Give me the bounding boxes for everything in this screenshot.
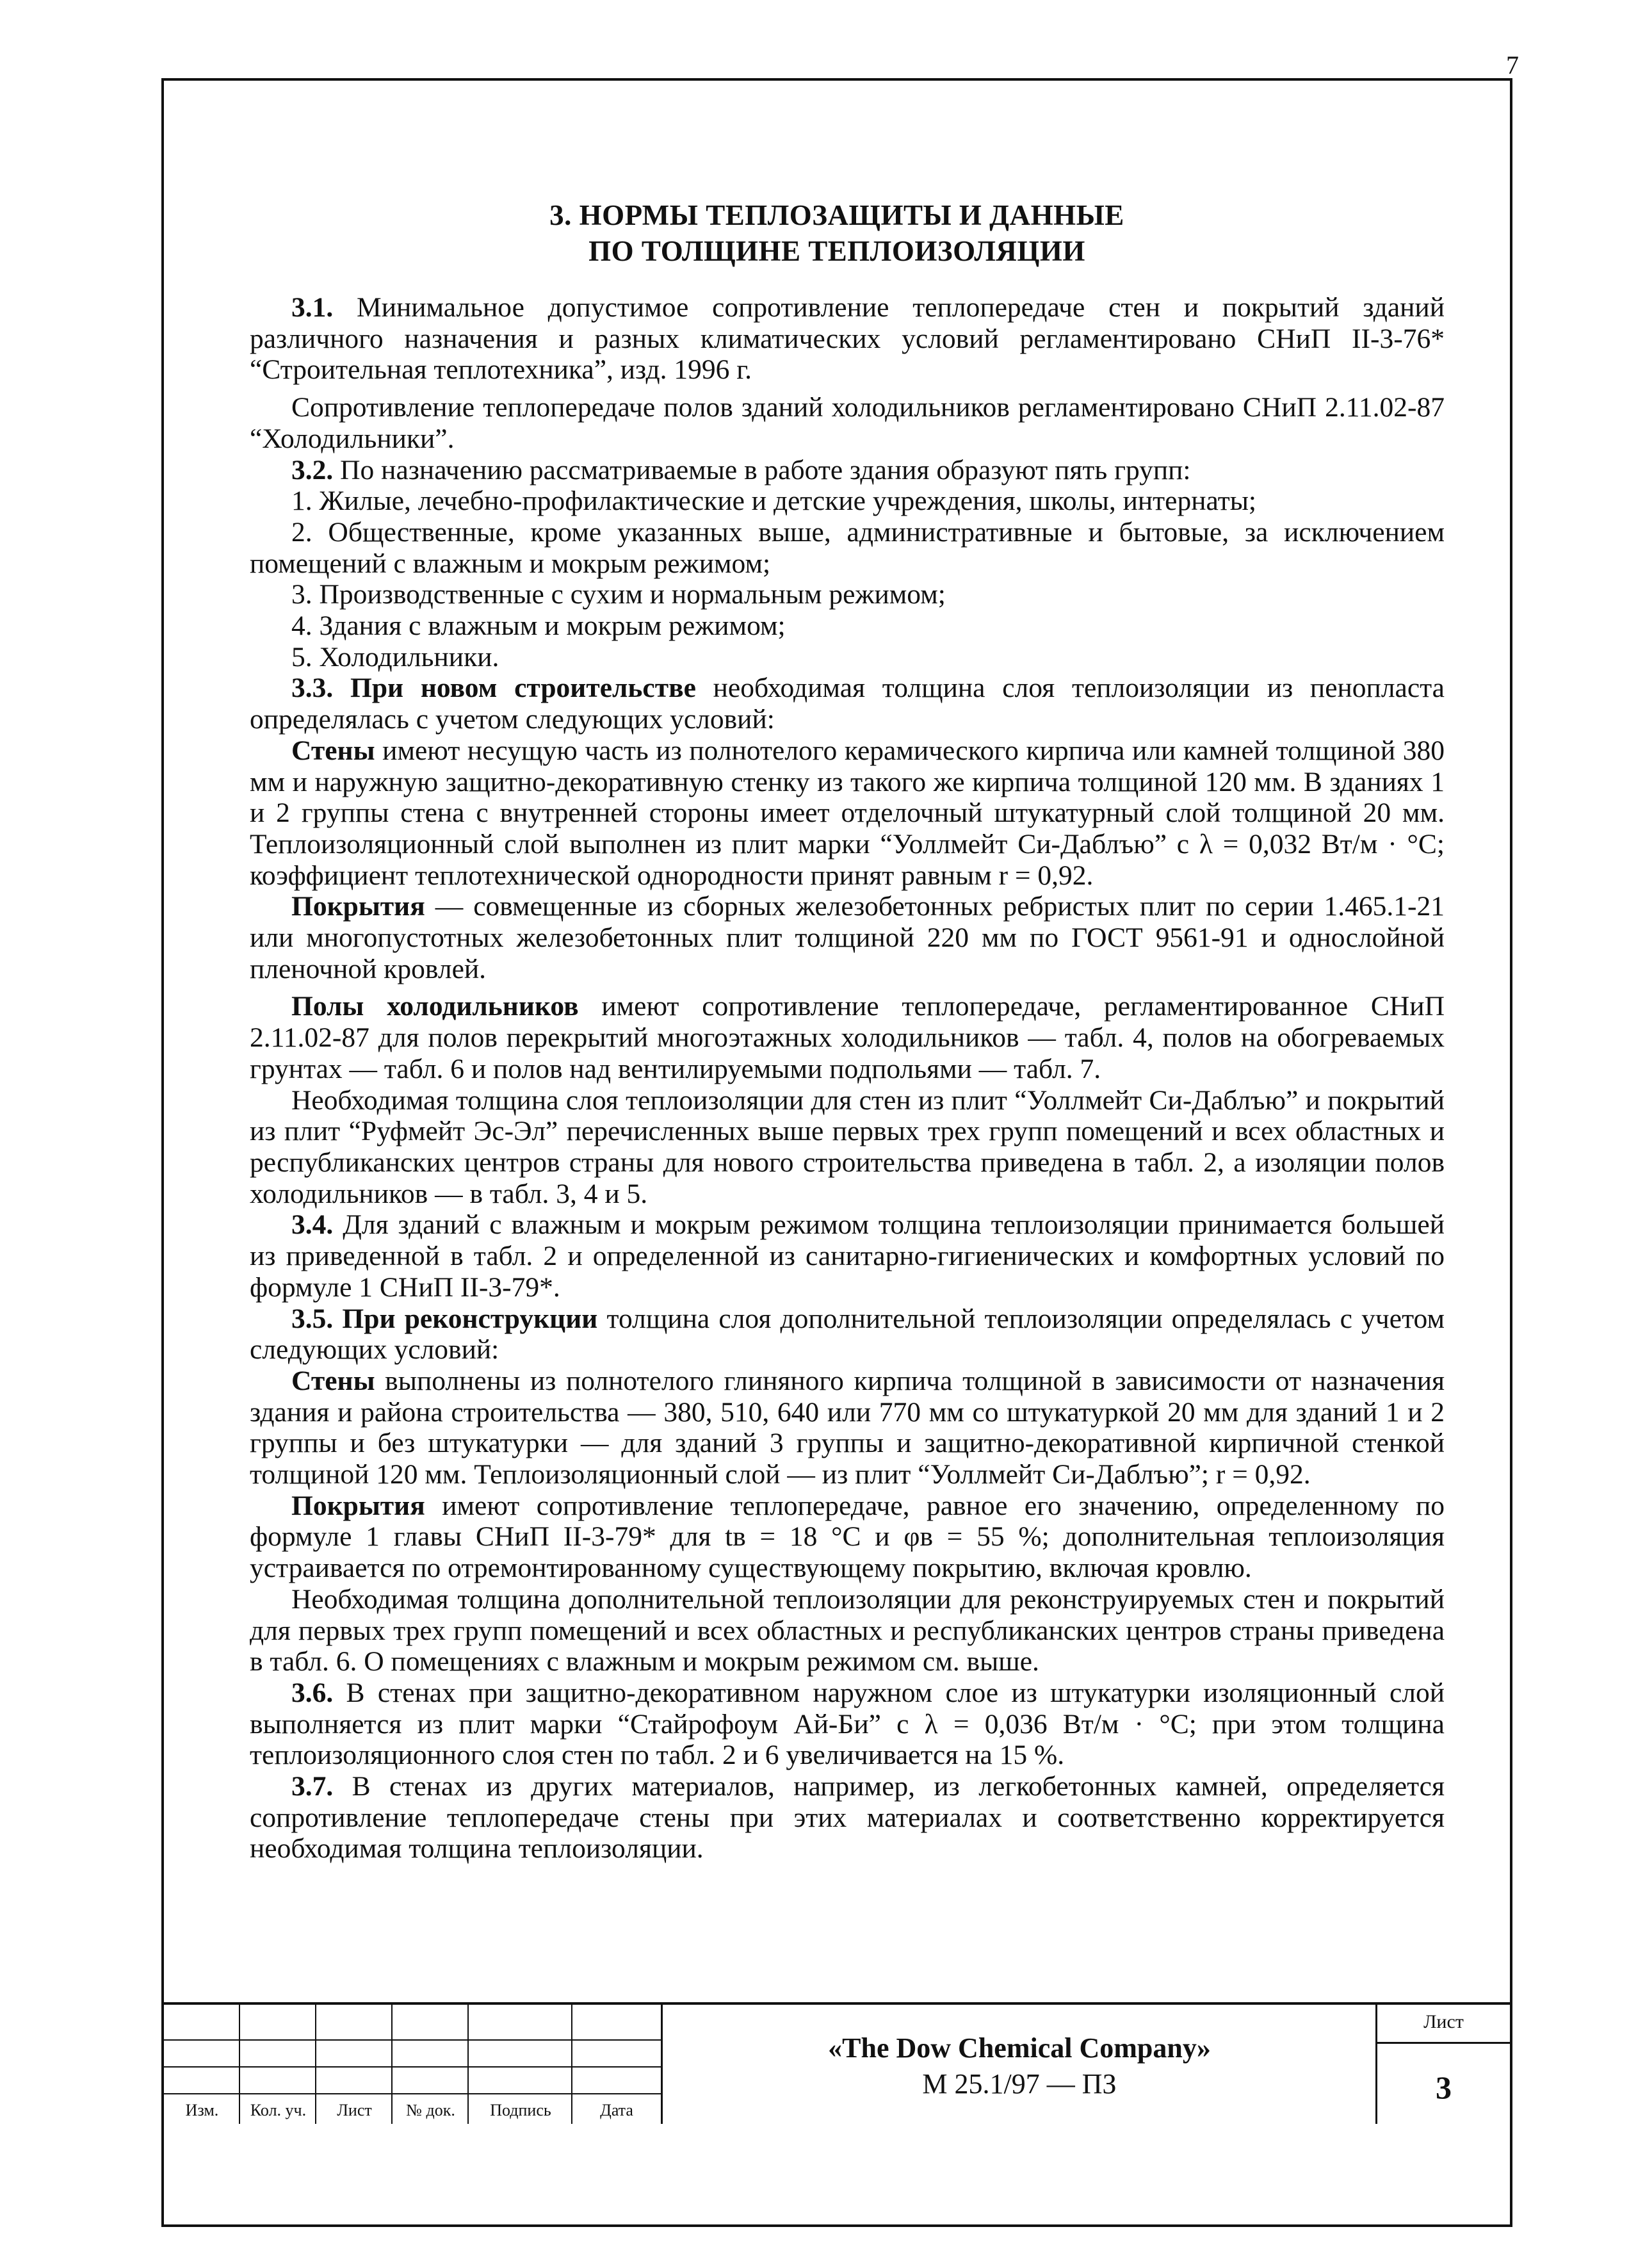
sheet-number: 3	[1436, 2069, 1452, 2105]
label-doc-number: № док.	[406, 2101, 455, 2119]
paragraph-walls-reconstruction: Стены выполнены из полнотелого глиняного кирпича толщиной в зависимости от назначения здания и района строительства — 380, 510, 640 или 770 мм со штукатуркой 20 мм для зданий 1 и 2 группы и без штукатурки — для зданий 3 группы и защитно-декоративной кирпичной стенкой толщиной 120 мм. Теплоизоляционный слой — из плит “Уоллмейт Си-Даблъю”; r = 0,92.	[250, 1365, 1445, 1490]
paragraph-3-1: 3.1. Минимальное допустимое сопротивление теплопередаче стен и покрытий зданий различного назначения и разных климатических условий регламентировано СНиП II-3-76* “Строительная теплотехника”, изд. 1996 г.	[250, 292, 1445, 386]
sheet-box	[1377, 2005, 1510, 2124]
company-name: «The Dow Chemical Company»	[828, 2032, 1211, 2064]
label-date: Дата	[600, 2101, 633, 2119]
title-block	[164, 2002, 1510, 2124]
label-count: Кол. уч.	[250, 2101, 307, 2119]
section-title-line-1: 3. НОРМЫ ТЕПЛОЗАЩИТЫ И ДАННЫЕ	[549, 199, 1124, 231]
label-change: Изм.	[185, 2101, 219, 2119]
paragraph: Сопротивление теплопередаче полов зданий холодильников регламентировано СНиП 2.11.02-87 “Холодильники”.	[250, 392, 1445, 454]
document-frame	[161, 78, 1512, 2227]
paragraph-3-2: 3.2. По назначению рассматриваемые в работе здания образуют пять групп:	[291, 454, 1191, 485]
sheet-divider	[1377, 2042, 1510, 2044]
document-designation	[663, 2005, 1377, 2124]
paragraph-walls: Стены имеют несущую часть из полнотелого керамического кирпича или камней толщиной 380 мм и наружную защитно-декоративную стенку из такого же кирпича толщиной 120 мм. В зданиях 1 и 2 группы стена с внутренней стороны имеет отделочный штукатурный слой толщиной 20 мм. Теплоизоляционный слой выполнен из плит марки “Уоллмейт Си-Даблъю” с λ = 0,032 Вт/м · °С; коэффициент теплотехнической однородности принят равным r = 0,92.	[250, 735, 1445, 891]
list-item-group-1: 1. Жилые, лечебно-профилактические и детские учреждения, школы, интернаты;	[291, 485, 1257, 517]
list-item-group-4: 4. Здания с влажным и мокрым режимом;	[291, 610, 786, 642]
page-number: 7	[1506, 51, 1519, 79]
grid-row	[164, 2066, 661, 2068]
paragraph: Необходимая толщина слоя теплоизоляции для стен из плит “Уоллмейт Си-Даблъю” и покрытий из плит “Руфмейт Эс-Эл” перечисленных выше первых трех групп помещений и всех областных и республиканских центров страны для нового строительства приведена в табл. 2, а изоляции полов холодильников — в табл. 3, 4 и 5.	[250, 1084, 1445, 1209]
paragraph-3-7: 3.7. В стенах из других материалов, например, из легкобетонных камней, определяется сопротивление теплопередаче стены при этих материалах и соответственно корректируется необходимая толщина теплоизоляции.	[250, 1771, 1445, 1864]
paragraph-floors: Полы холодильников имеют сопротивление теплопередаче, регламентированное СНиП 2.11.02-87 для полов перекрытий многоэтажных холодильников — табл. 4, полов на обогреваемых грунтах — табл. 6 и полов над вентилируемыми подпольями — табл. 7.	[250, 991, 1445, 1084]
paragraph-3-3: 3.3. При новом строительстве необходимая толщина слоя теплоизоляции из пенопласта определялась с учетом следующих условий:	[250, 673, 1445, 735]
paragraph: Необходимая толщина дополнительной теплоизоляции для реконструируемых стен и покрытий для первых трех групп помещений и всех областных и республиканских центров страны приведена в табл. 6. О помещениях с влажным и мокрым режимом см. выше.	[250, 1583, 1445, 1677]
paragraph-roofs-reconstruction: Покрытия имеют сопротивление теплопередаче, равное его значению, определенному по формуле 1 главы СНиП II-3-79* для tв = 18 °С и φв = 55 %; дополнительная теплоизоляция устраивается по отремонтированному существующему покрытию, включая кровлю.	[250, 1490, 1445, 1584]
list-item-group-5: 5. Холодильники.	[291, 641, 499, 673]
list-item-group-2: 2. Общественные, кроме указанных выше, административные и бытовые, за исключением помещений с влажным и мокрым режимом;	[250, 516, 1445, 579]
paragraph-3-4: 3.4. Для зданий с влажным и мокрым режимом толщина теплоизоляции принимается большей из приведенной в табл. 2 и определенной из санитарно-гигиенических и комфортных условий по формуле 1 СНиП II-3-79*.	[250, 1209, 1445, 1303]
sheet-label: Лист	[1423, 2011, 1464, 2032]
section-title	[164, 197, 1510, 269]
document-code: М 25.1/97 — ПЗ	[922, 2068, 1117, 2100]
label-sheet: Лист	[337, 2101, 372, 2119]
paragraph-3-6: 3.6. В стенах при защитно-декоративном наружном слое из штукатурки изоляционный слой выполняется из плит марки “Стайрофоум Ай-Би” с λ = 0,036 Вт/м · °С; при этом толщина теплоизоляционного слоя стен по табл. 2 и 6 увеличивается на 15 %.	[250, 1677, 1445, 1771]
paragraph-roofs: Покрытия — совмещенные из сборных железобетонных ребристых плит по серии 1.465.1-21 или многопустотных железобетонных плит толщиной 220 мм по ГОСТ 9561-91 и однослойной пленочной кровлей.	[250, 891, 1445, 984]
list-item-group-3: 3. Производственные с сухим и нормальным режимом;	[291, 579, 946, 610]
label-signature: Подпись	[490, 2101, 551, 2119]
grid-row	[164, 2093, 661, 2094]
section-title-line-2: ПО ТОЛЩИНЕ ТЕПЛОИЗОЛЯЦИИ	[588, 235, 1085, 267]
body-text	[250, 292, 1445, 1864]
revision-grid	[164, 2005, 663, 2124]
grid-row	[164, 2039, 661, 2041]
paragraph-3-5: 3.5. При реконструкции толщина слоя дополнительной теплоизоляции определялась с учетом следующих условий:	[250, 1303, 1445, 1366]
